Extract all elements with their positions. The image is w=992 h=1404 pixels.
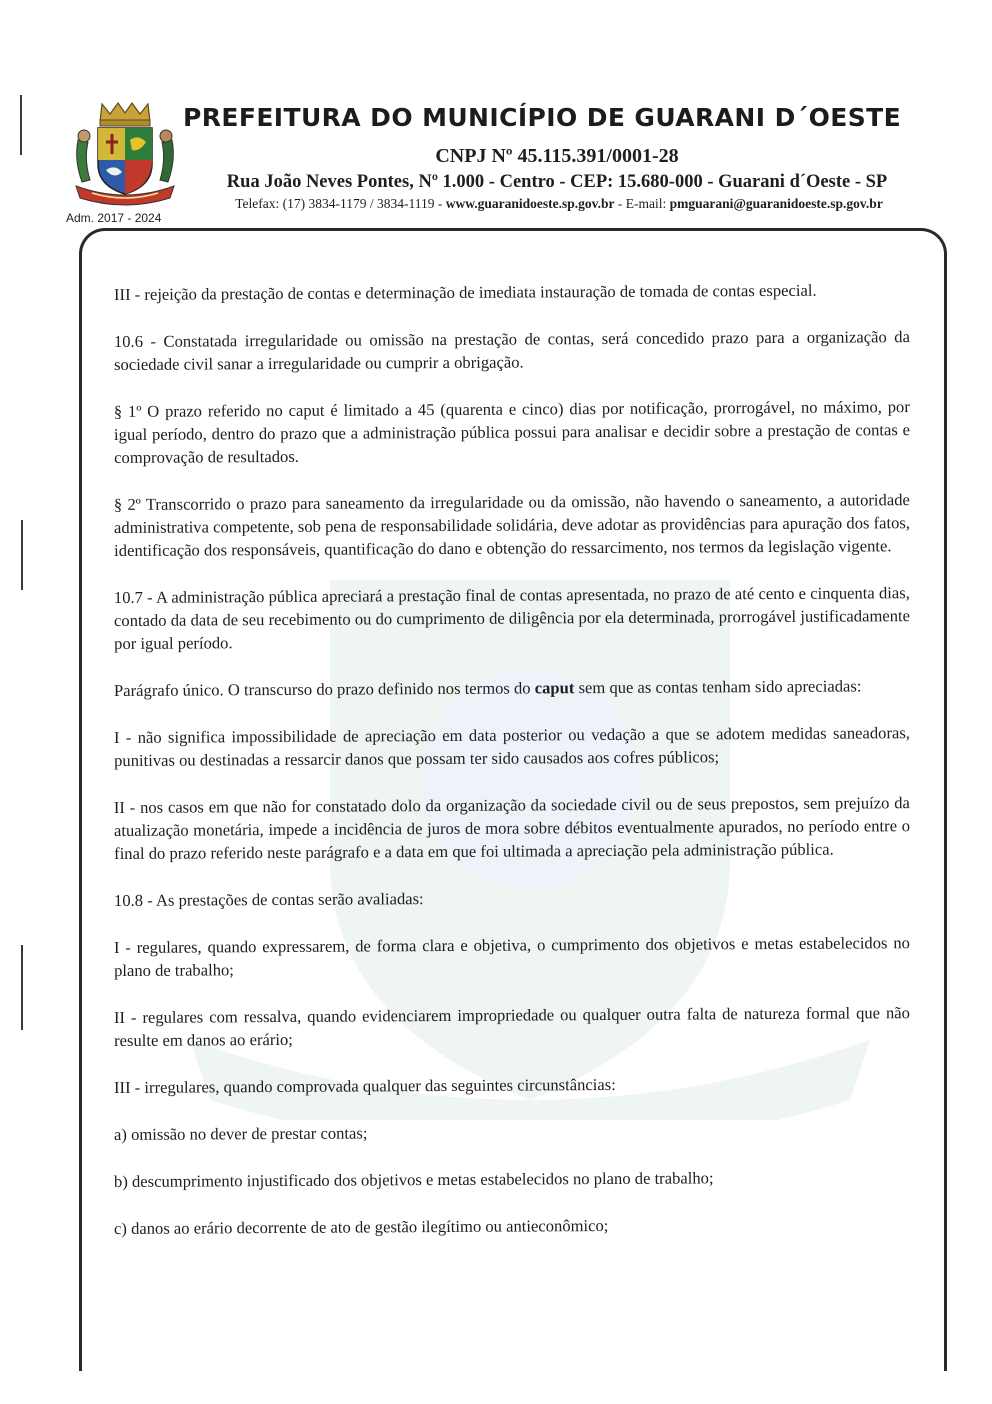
municipal-coat-of-arms-icon	[70, 100, 180, 208]
paragraph-irregulares: III - irregulares, quando comprovada qualquer das seguintes circunstâncias:	[113, 1074, 616, 1097]
paragraph-inciso-ii-dolo: II - nos casos em que não for constatado dolo da organização da sociedade civil ou de seus prepostos, sem prejuízo da atualização monetária, impede a incidência de juros de mora sobre débitos eventualmente apurados, no período entre o final do prazo referido neste parágrafo e a data em que foi ultimada a apreciação pela administração pública.	[113, 793, 911, 863]
paragraph-alinea-b: b) descumprimento injustificado dos objetivos e metas estabelecidos no plano de trabalho;	[113, 1168, 714, 1191]
organization-title: PREFEITURA DO MUNICÍPIO DE GUARANI D´OESTE	[183, 103, 902, 132]
website-link[interactable]: www.guaranidoeste.sp.gov.br	[445, 196, 615, 211]
paragraph-item-10-8: 10.8 - As prestações de contas serão avaliadas:	[113, 889, 424, 910]
paragraph-unico	[114, 674, 910, 702]
email-link[interactable]: pmguarani@guaranidoeste.sp.gov.br	[669, 196, 883, 211]
paragraph-alinea-a: a) omissão no dever de prestar contas;	[113, 1123, 368, 1144]
paragraph-inciso-iii-rejeicao: III - rejeição da prestação de contas e determinação de imediata instauração de tomada de contas especial.	[113, 280, 817, 304]
paragraph-inciso-i-nao-significa: I - não significa impossibilidade de apreciação em data posterior ou vedação a que se adotem medidas saneadoras, punitivas ou destinadas a ressarcir danos que possam ter sido causados aos cofres públicos;	[113, 723, 910, 770]
document-body	[113, 280, 911, 1264]
scan-mark-middle	[21, 520, 23, 590]
address-line: Rua João Neves Pontes, Nº 1.000 - Centro - CEP: 15.680-000 - Guarani d´Oeste - SP	[226, 172, 888, 192]
paragraph-sect-1: § 1º O prazo referido no caput é limitado a 45 (quarenta e cinco) dias por notificação, prorrogável, no máximo, por igual período, dentro do prazo que a administração pública possui para analisar e decidir sobre a prestação de contas e comprovação de resultados.	[113, 397, 911, 467]
telefax-text: Telefax: (17) 3834-1179 / 3834-1119 -	[235, 196, 446, 211]
paragraph-unico-text-start: Parágrafo único. O transcurso do prazo definido nos termos do	[113, 678, 535, 700]
paragraph-alinea-c: c) danos ao erário decorrente de ato de gestão ilegítimo ou antieconômico;	[113, 1215, 609, 1238]
email-label: - E-mail:	[614, 196, 670, 211]
contact-line	[183, 196, 935, 212]
paragraph-unico-caput: caput	[534, 678, 575, 698]
cnpj-number: CNPJ Nº 45.115.391/0001-28	[435, 145, 679, 167]
paragraph-item-10-7: 10.7 - A administração pública apreciará a prestação final de contas apresentada, no prazo de até cento e cinquenta dias, contado da data de seu recebimento ou do cumprimento de diligência por ela determinada, prorrogável justificadamente por igual período.	[113, 583, 911, 653]
paragraph-regulares: I - regulares, quando expressarem, de forma clara e objetiva, o cumprimento dos objetivos e metas estabelecidos no plano de trabalho;	[113, 933, 910, 980]
scan-mark-bottom	[21, 945, 23, 1030]
letterhead	[0, 0, 992, 230]
paragraph-item-10-6: 10.6 - Constatada irregularidade ou omissão na prestação de contas, será concedido prazo para a organização da sociedade civil sanar a irregularidade ou cumprir a obrigação.	[113, 327, 910, 374]
paragraph-regulares-ressalva: II - regulares com ressalva, quando evidenciarem impropriedade ou qualquer outra falta de natureza formal que não resulte em danos ao erário;	[113, 1003, 910, 1050]
paragraph-sect-2: § 2º Transcorrido o prazo para saneamento da irregularidade ou da omissão, não havendo o saneamento, a autoridade administrativa competente, sob pena de responsabilidade solidária, deve adotar as providências para apuração dos fatos, identificação dos responsáveis, quantificação do dano e obtenção do ressarcimento, nos termos da legislação vigente.	[113, 490, 911, 560]
paragraph-unico-text-end: sem que as contas tenham sido apreciadas:	[574, 676, 862, 698]
administration-period: Adm. 2017 - 2024	[66, 211, 162, 225]
